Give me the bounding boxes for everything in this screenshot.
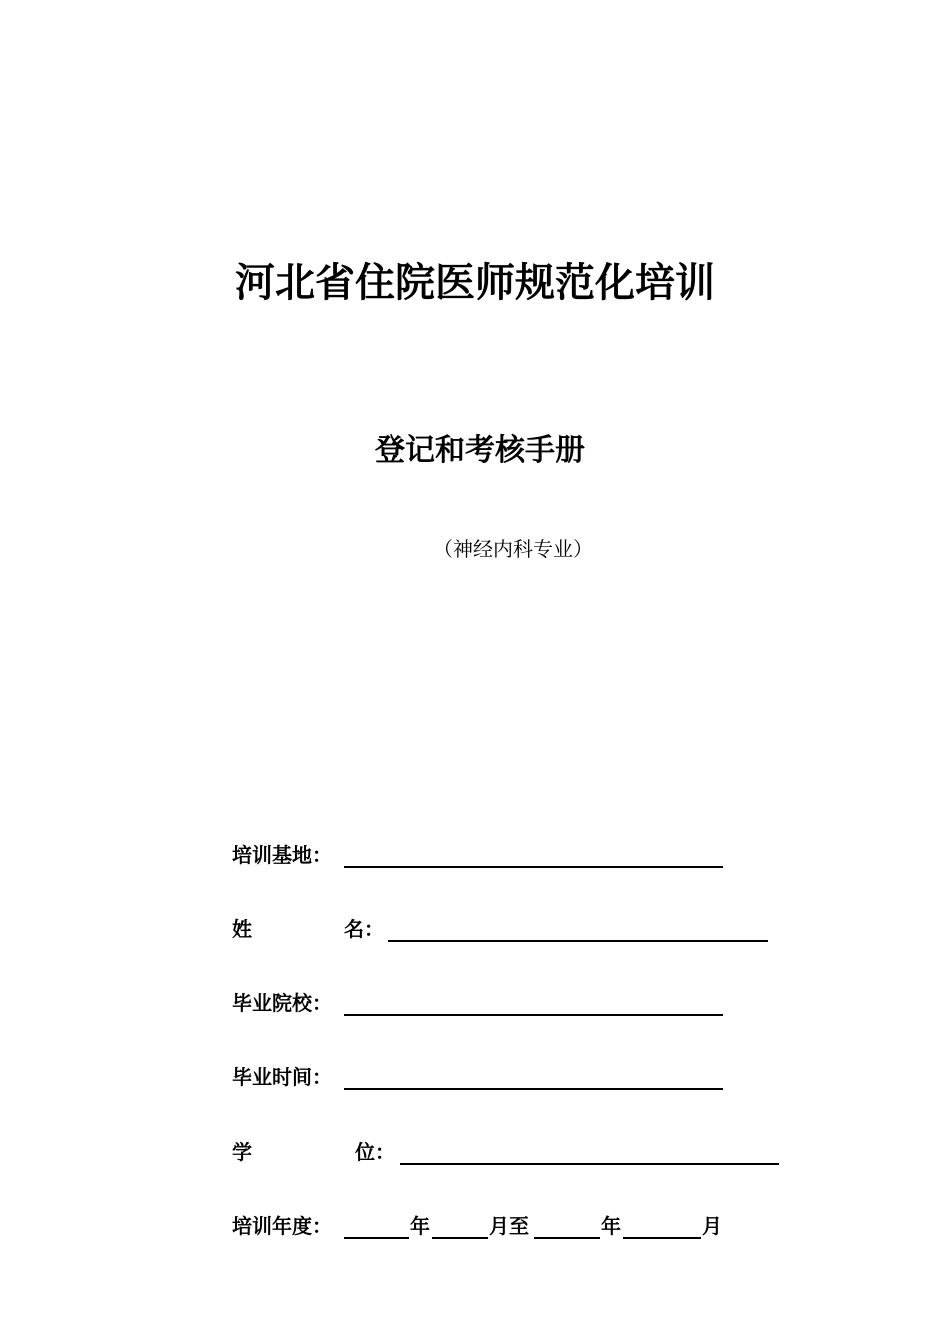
- name-label-char2: 名：: [344, 917, 384, 941]
- degree-label-char2: 位：: [355, 1140, 395, 1164]
- start-year-label: 年: [410, 1214, 430, 1238]
- degree-field: [232, 1137, 782, 1167]
- graduation-time-label: 毕业时间：: [232, 1065, 332, 1089]
- degree-label-char1: 学: [232, 1140, 252, 1164]
- end-year-label: 年: [601, 1214, 621, 1238]
- graduation-time-blank[interactable]: [344, 1088, 723, 1090]
- graduate-school-label: 毕业院校：: [232, 991, 332, 1015]
- training-year-label: 培训年度：: [232, 1214, 332, 1238]
- graduate-school-field: [232, 988, 732, 1018]
- degree-blank[interactable]: [400, 1163, 779, 1165]
- end-month-blank[interactable]: [623, 1237, 701, 1239]
- specialty-label: （神经内科专业）: [433, 537, 593, 561]
- graduate-school-blank[interactable]: [344, 1014, 723, 1016]
- document-subtitle: 登记和考核手册: [375, 433, 585, 468]
- start-year-blank[interactable]: [344, 1237, 409, 1239]
- month-to-label: 月至: [489, 1214, 529, 1238]
- training-year-field: [232, 1211, 752, 1241]
- end-year-blank[interactable]: [534, 1237, 600, 1239]
- name-blank[interactable]: [388, 940, 768, 942]
- start-month-blank[interactable]: [432, 1237, 488, 1239]
- graduation-time-field: [232, 1062, 732, 1092]
- name-label-char1: 姓: [232, 917, 252, 941]
- end-month-label: 月: [702, 1214, 722, 1238]
- training-base-label: 培训基地：: [232, 843, 332, 867]
- name-field: [232, 914, 772, 944]
- document-title: 河北省住院医师规范化培训: [235, 260, 715, 306]
- training-base-blank[interactable]: [344, 866, 723, 868]
- training-base-field: [232, 840, 732, 870]
